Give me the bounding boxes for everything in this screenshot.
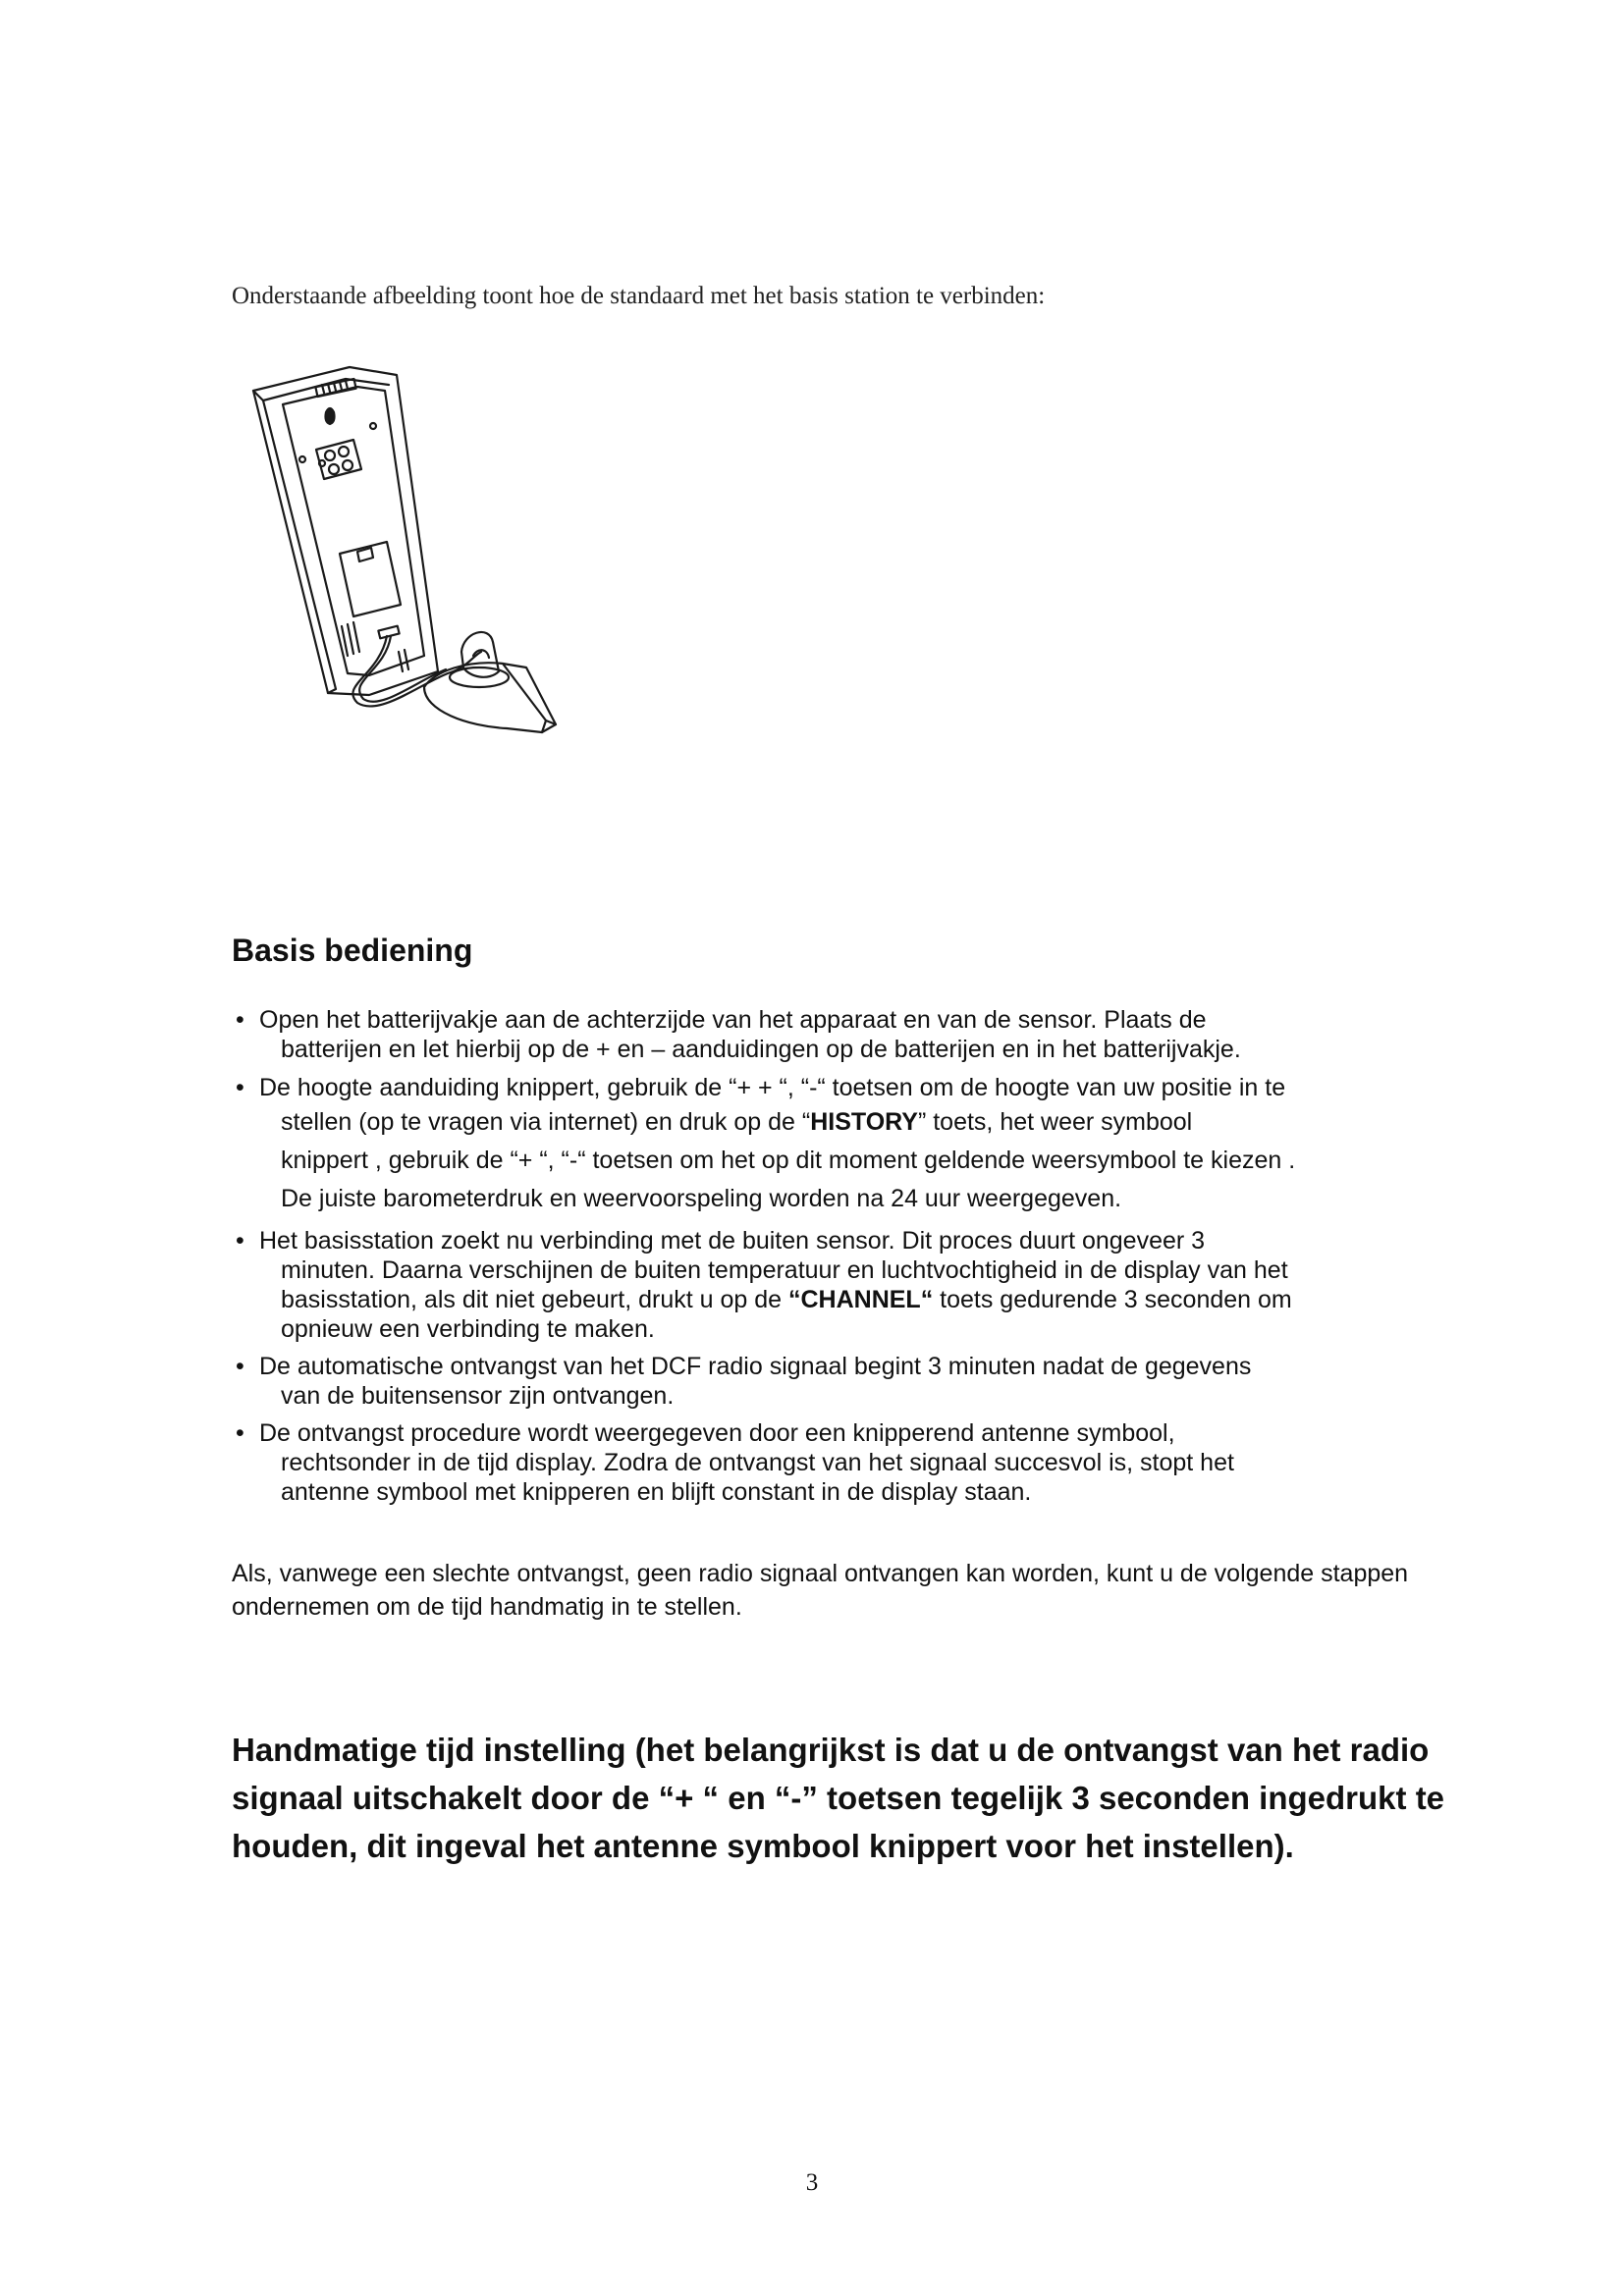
list-item: • De hoogte aanduiding knippert, gebruik de “+ + “, “-“ toetsen om de hoogte van uw positie in te stellen (op te vragen via internet) en druk op de “HISTORY” toets, het weer symbool knippert , gebruik de “+ “, “-“ toetsen om het op dit moment geldende weersymbool te kiezen . De juiste barometerdruk en weervoorspeling worden na 24 uur weergegeven. <box>236 1074 1296 1212</box>
bullet-icon: • <box>236 1353 244 1380</box>
bullet-icon: • <box>236 1074 244 1101</box>
page-number: 3 <box>805 2169 819 2196</box>
list-item: • Het basisstation zoekt nu verbinding met de buiten sensor. Dit proces duurt ongeveer 3 minuten. Daarna verschijnen de buiten temperatuur en luchtvochtigheid in de display van het basisstation, als dit niet gebeurt, drukt u op de “CHANNEL“ toets gedurende 3 seconden om opnieuw een verbinding te maken. <box>236 1227 1292 1343</box>
instruction-list <box>232 1005 1449 1515</box>
bullet-icon: • <box>236 1006 244 1034</box>
section-title-handmatige-tijd-instelling: Handmatige tijd instelling (het belangrijkst is dat u de ontvangst van het radio signaal uitschakelt door de “+ “ en “-” toetsen tegelijk 3 seconden ingedrukt te houden, dit ingeval het antenne symbool knippert voor het instellen). <box>232 1732 1445 1864</box>
list-item: • De ontvangst procedure wordt weergegeven door een knipperend antenne symbool, rechtsonder in de tijd display. Zodra de ontvangst van het signaal succesvol is, stopt het antenne symbool met knipperen en blijft constant in de display staan. <box>236 1419 1234 1506</box>
channel-key-label: “CHANNEL“ <box>787 1286 934 1313</box>
stand-connection-illustration <box>232 361 587 754</box>
manual-time-intro-paragraph: Als, vanwege een slechte ontvangst, geen radio signaal ontvangen kan worden, kunt u de volgende stappen ondernemen om de tijd handmatig in te stellen. <box>232 1560 1409 1621</box>
bullet-icon: • <box>236 1419 244 1447</box>
intro-text: Onderstaande afbeelding toont hoe de standaard met het basis station te verbinden: <box>232 283 1046 309</box>
bullet-icon: • <box>236 1227 244 1255</box>
list-item: • De automatische ontvangst van het DCF radio signaal begint 3 minuten nadat de gegevens van de buitensensor zijn ontvangen. <box>236 1353 1252 1410</box>
section-title-basis-bediening: Basis bediening <box>232 933 473 968</box>
list-item: • Open het batterijvakje aan de achterzijde van het apparaat en van de sensor. Plaats de batterijen en let hierbij op de + en – aanduidingen op de batterijen en in het batterijvakje. <box>236 1006 1241 1063</box>
history-key-label: HISTORY <box>810 1108 918 1136</box>
